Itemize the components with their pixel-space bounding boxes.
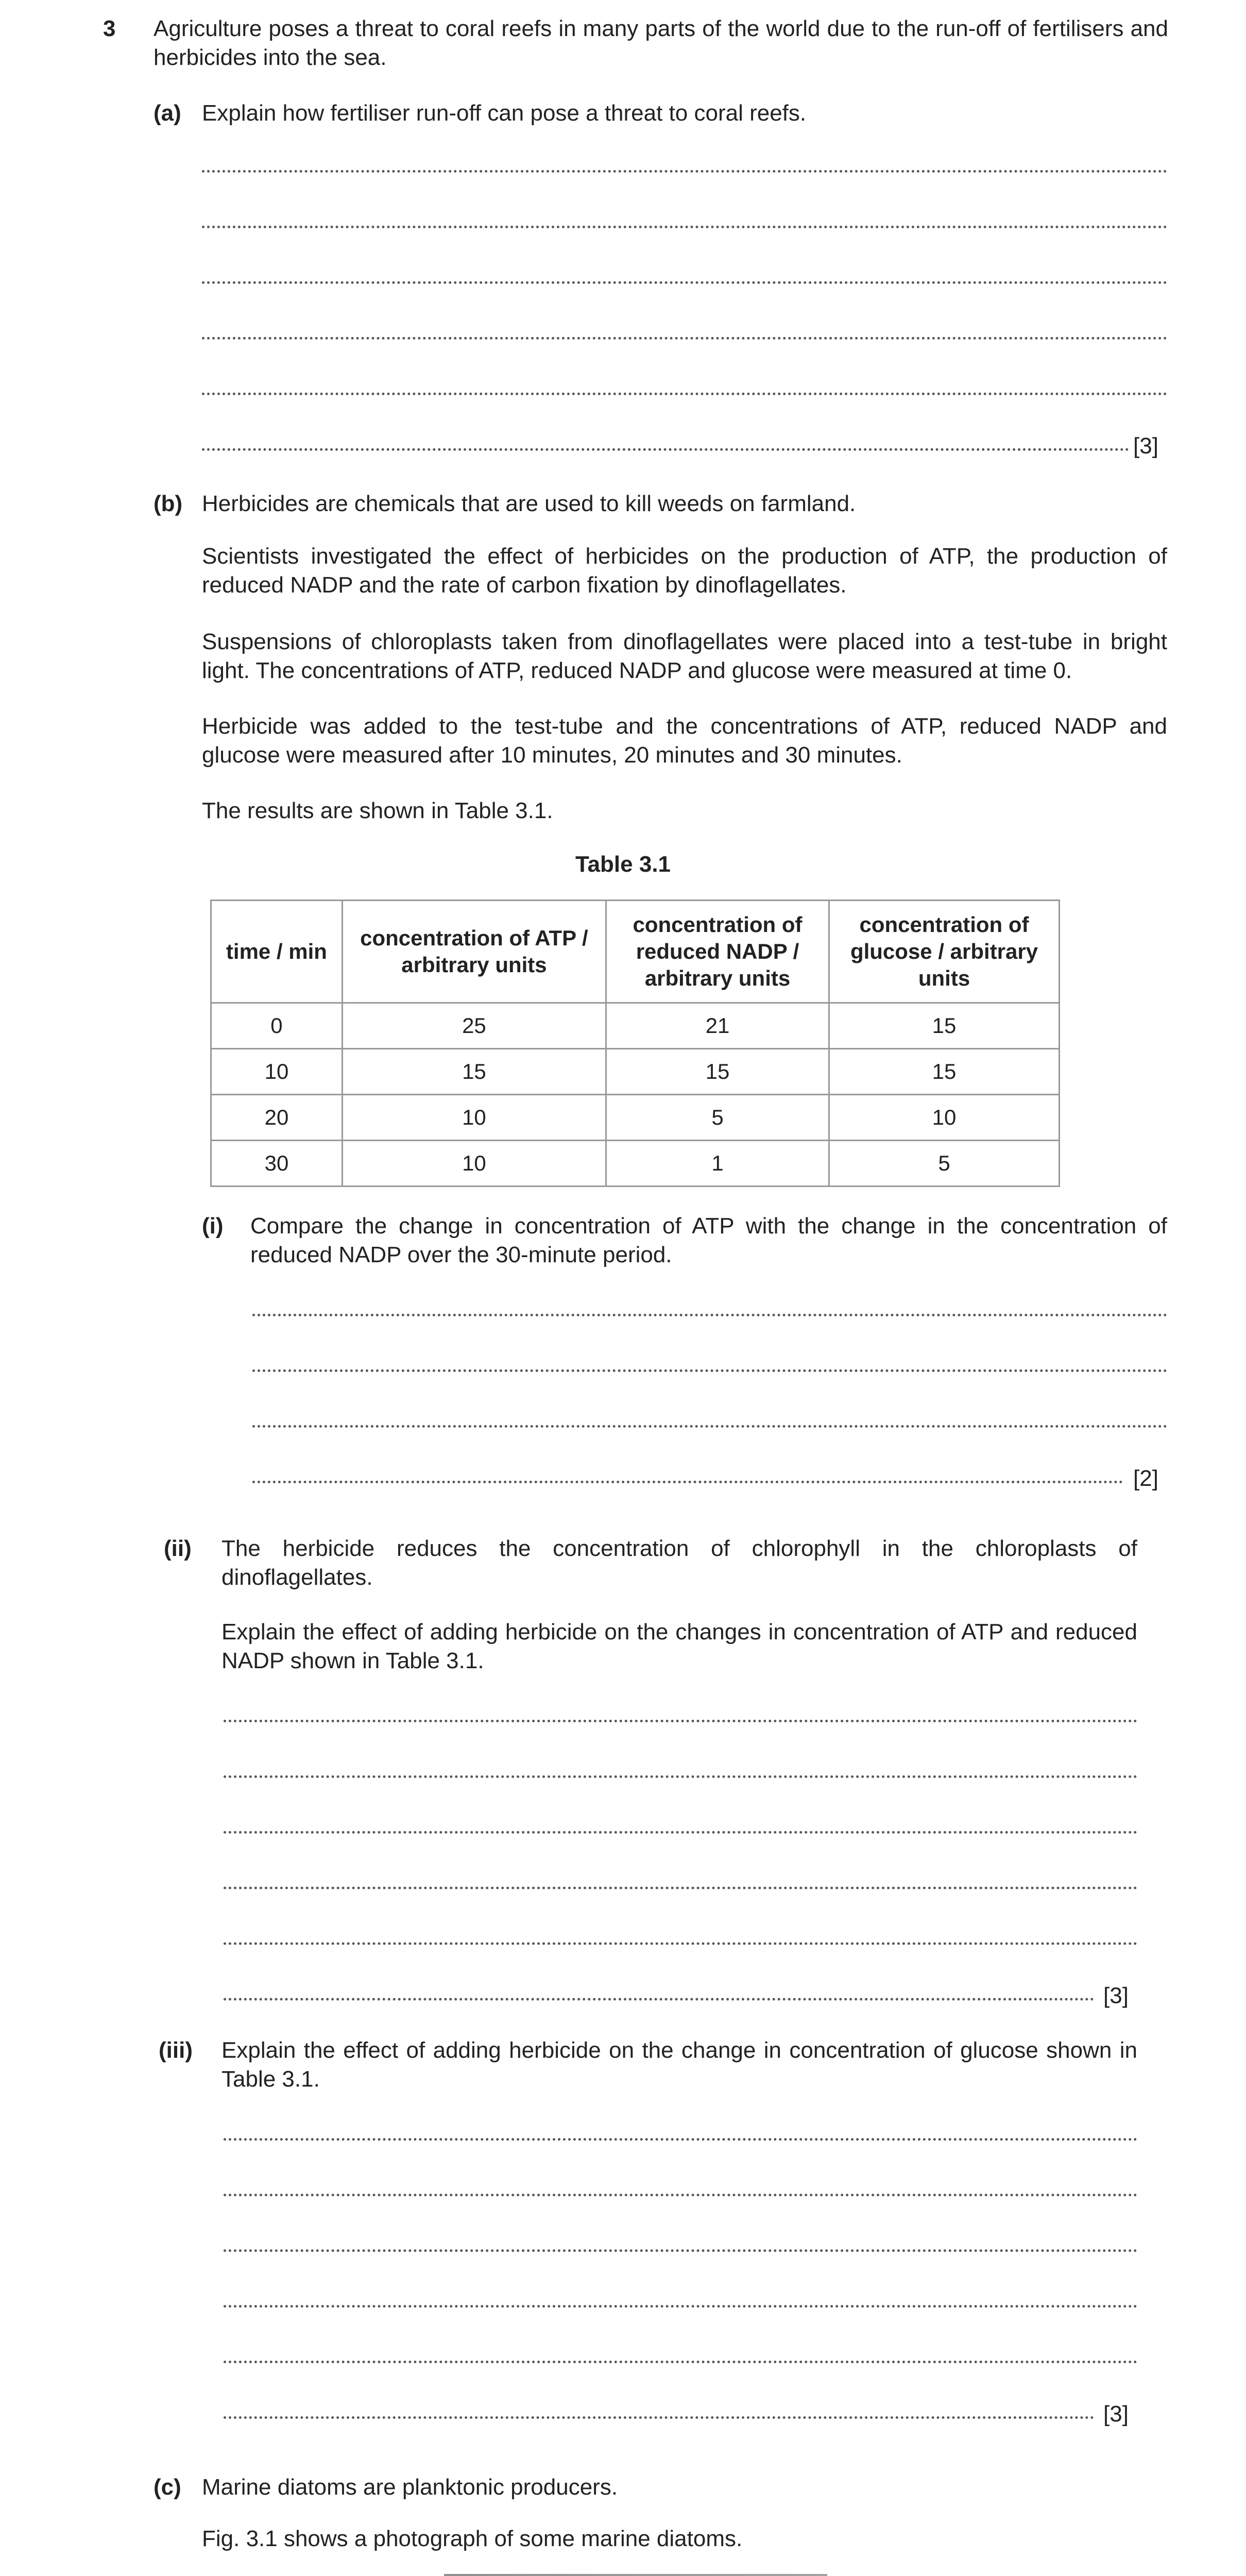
part-b-para1: Herbicides are chemicals that are used to kill weeds on farmland. (202, 491, 856, 516)
table-cell: 20 (211, 1095, 343, 1141)
answer-line[interactable] (224, 1942, 1137, 1945)
table-cell: 15 (606, 1049, 829, 1095)
sub-i-label: (i) (202, 1213, 224, 1239)
table-cell: 30 (211, 1141, 343, 1187)
answer-line[interactable] (224, 2138, 1137, 2141)
part-c-label: (c) (153, 2475, 181, 2500)
table-header-nadp: concentration of reduced NADP / arbitrary units (606, 901, 829, 1003)
answer-line[interactable] (202, 448, 1129, 451)
answer-line[interactable] (224, 2249, 1137, 2252)
answer-line[interactable] (224, 2361, 1137, 2363)
marks-a: [3] (1133, 433, 1158, 459)
marks-b-i: [2] (1133, 1466, 1158, 1491)
answer-line[interactable] (224, 2194, 1137, 2196)
table-cell: 10 (211, 1049, 343, 1095)
part-b-para3: Suspensions of chloroplasts taken from dinoflagellates were placed into a test-tube in bright light. The concentrations of ATP, reduced NADP and glucose were measured at time 0. (202, 629, 1167, 683)
sub-ii-prompt2: Explain the effect of adding herbicide on the changes in concentration of ATP and reduced NADP shown in Table 3.1. (221, 1619, 1137, 1673)
answer-line[interactable] (202, 393, 1167, 395)
marks-b-iii: [3] (1103, 2401, 1129, 2427)
answer-line[interactable] (224, 1998, 1094, 2001)
part-a-label: (a) (153, 100, 181, 126)
table-header-row (211, 901, 1060, 1003)
part-c-para2: Fig. 3.1 shows a photograph of some marine diatoms. (202, 2526, 743, 2551)
answer-line[interactable] (202, 281, 1167, 284)
table-row (211, 1095, 1060, 1141)
sub-iii-prompt: Explain the effect of adding herbicide on the change in concentration of glucose shown in Table 3.1. (221, 2038, 1137, 2092)
table-header-atp: concentration of ATP / arbitrary units (342, 901, 606, 1003)
table-row (211, 1003, 1060, 1049)
part-c-para1: Marine diatoms are planktonic producers. (202, 2475, 618, 2500)
marks-b-ii: [3] (1103, 1983, 1129, 2008)
table-cell: 15 (342, 1049, 606, 1095)
table-cell: 21 (606, 1003, 829, 1049)
table-header-glucose: concentration of glucose / arbitrary units (829, 901, 1060, 1003)
part-a-prompt: Explain how fertiliser run-off can pose a threat to coral reefs. (202, 100, 807, 126)
table-row (211, 1141, 1060, 1187)
answer-line[interactable] (252, 1369, 1167, 1372)
table-cell: 10 (342, 1095, 606, 1141)
question-number: 3 (103, 16, 116, 41)
table-cell: 0 (211, 1003, 343, 1049)
answer-line[interactable] (252, 1425, 1167, 1428)
answer-line[interactable] (202, 170, 1167, 173)
table-cell: 5 (606, 1095, 829, 1141)
part-b-label: (b) (153, 491, 183, 516)
table-title: Table 3.1 (575, 852, 671, 877)
answer-line[interactable] (252, 1481, 1123, 1483)
answer-line[interactable] (224, 2416, 1094, 2419)
answer-line[interactable] (202, 226, 1167, 228)
table-cell: 5 (829, 1141, 1060, 1187)
answer-line[interactable] (224, 1887, 1137, 1889)
part-b-para5: The results are shown in Table 3.1. (202, 798, 553, 823)
sub-ii-label: (ii) (164, 1536, 192, 1561)
table-cell: 10 (829, 1095, 1060, 1141)
table-cell: 25 (342, 1003, 606, 1049)
part-b-para4: Herbicide was added to the test-tube and the concentrations of ATP, reduced NADP and glucose were measured after 10 minutes, 20 minutes and 30 minutes. (202, 714, 1167, 768)
table-row (211, 1049, 1060, 1095)
sub-i-prompt: Compare the change in concentration of ATP with the change in the concentration of reduced NADP over the 30-minute period. (250, 1213, 1167, 1267)
answer-line[interactable] (224, 1720, 1137, 1722)
sub-ii-prompt1: The herbicide reduces the concentration of chlorophyll in the chloroplasts of dinoflagellates. (221, 1536, 1137, 1590)
answer-line[interactable] (224, 1775, 1137, 1778)
question-intro: Agriculture poses a threat to coral reefs in many parts of the world due to the run-off of fertilisers and herbicides into the sea. (153, 16, 1168, 70)
table-cell: 1 (606, 1141, 829, 1187)
table-header-time: time / min (211, 901, 343, 1003)
answer-line[interactable] (224, 1831, 1137, 1834)
table-cell: 15 (829, 1049, 1060, 1095)
answer-line[interactable] (202, 337, 1167, 340)
table-cell: 10 (342, 1141, 606, 1187)
answer-line[interactable] (224, 2305, 1137, 2308)
diatom-photograph (444, 2574, 827, 2576)
sub-iii-label: (iii) (159, 2038, 193, 2063)
answer-line[interactable] (252, 1314, 1167, 1316)
results-table (210, 900, 1060, 1187)
table-cell: 15 (829, 1003, 1060, 1049)
part-b-para2: Scientists investigated the effect of herbicides on the production of ATP, the production of reduced NADP and the rate of carbon fixation by dinoflagellates. (202, 544, 1167, 598)
